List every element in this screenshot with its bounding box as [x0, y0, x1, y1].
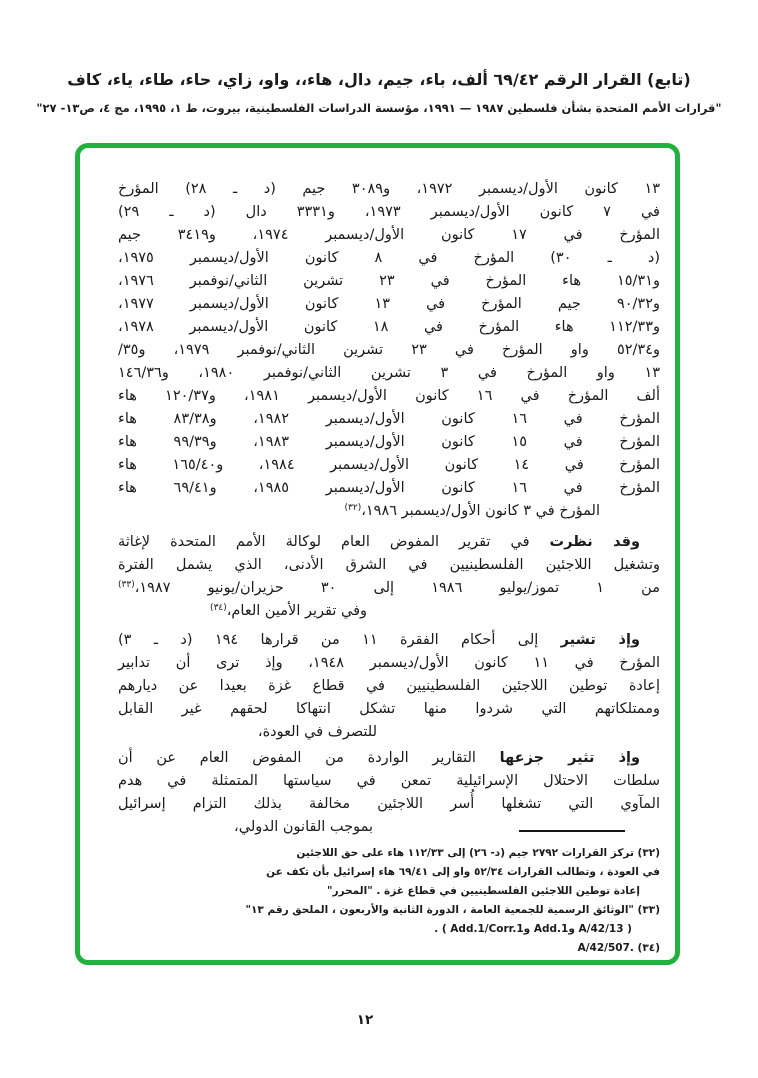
resolution-list-last-text: المؤرخ في ٣ كانون الأول/ديسمبر ١٩٨٦،: [361, 503, 600, 519]
resolution-list-line: ١٣ واو المؤرخ في ٣ تشرين الثاني/نوفمبر ١٩٨٠، و١٤٦/٣٦: [118, 365, 661, 381]
footnote-34-line: (٣٤) ‎A/42/507.‎: [577, 942, 660, 954]
footnote-32-line: (٣٢) تركز القرارات ٢٧٩٢ جيم (د- ٢٦) إلى ١١٢/٣٣ هاء على حق اللاجئين: [296, 847, 660, 859]
resolution-list-line: المؤرخ في ١٦ كانون الأول/ديسمبر ١٩٨٥، و٦٩/٤١ هاء: [118, 480, 661, 496]
resolution-list-line: و٥٢/٣٤ واو المؤرخ في ٢٣ تشرين الثاني/نوفمبر ١٩٧٩، و٣٥/: [118, 342, 661, 358]
paragraph-considered-report-line: وتشغيل اللاجئين الفلسطينيين في الشرق الأدنى، الذي يشمل الفترة: [118, 557, 660, 573]
resolution-list-last-line: [118, 500, 600, 523]
footnote-32-line: في العودة ، وتطالب القرارات ٥٢/٣٤ واو إلى ٦٩/٤١ هاء إسرائيل بأن تكف عن: [266, 866, 660, 878]
header-continuation-title: (تابع) القرار الرقم ٦٩/٤٢ ألف، باء، جيم، دال، هاء،، واو، زاي، حاء، طاء، ياء، كاف: [67, 70, 691, 89]
paragraph-alarmed-line: المآوي التي تشغلها أُسر اللاجئين مخالفة بذلك التزام إسرائيل: [118, 796, 660, 812]
footnote-ref-33: (٣٣): [118, 580, 135, 590]
paragraph-line-text: وفي تقرير الأمين العام،: [226, 603, 367, 619]
paragraph-recalling-line: [118, 629, 660, 652]
paragraph-recalling-line: إعادة توطين اللاجئين الفلسطينيين في قطاع غزة بعيدا عن ديارهم: [118, 678, 660, 694]
paragraph-recalling-line: المؤرخ في ١١ كانون الأول/ديسمبر ١٩٤٨، وإذ ترى أن تدابير: [118, 655, 661, 671]
footnote-33-line: (٣٣) "الوثائق الرسمية للجمعية العامة ، الدورة الثانية والأربعون ، الملحق رقم ١٣": [245, 904, 660, 916]
paragraph-recalling-line: وممتلكاتهم التي شردوا منها تشكل انتهاكا لحقهم غير القابل: [118, 701, 660, 717]
paragraph-line-text: من ١ تموز/يوليو ١٩٨٦ إلى ٣٠ حزيران/يونيو ١٩٨٧،: [134, 580, 660, 596]
resolution-list-line: المؤرخ في ١٤ كانون الأول/ديسمبر ١٩٨٤، و١٦٥/٤٠ هاء: [118, 457, 660, 473]
resolution-list-line: و١٥/٣١ هاء المؤرخ في ٢٣ تشرين الثاني/نوفمبر ١٩٧٦،: [118, 273, 660, 289]
resolution-list-line: و٩٠/٣٢ جيم المؤرخ في ١٣ كانون الأول/ديسمبر ١٩٧٧،: [118, 296, 661, 312]
paragraph-lead-bold: وقد نظرت: [549, 534, 641, 550]
paragraph-lead-bold: وإذ تثير جزعها: [499, 750, 641, 766]
paragraph-considered-report-line: [118, 531, 660, 554]
paragraph-lead-bold: وإذ تشير: [560, 632, 640, 648]
resolution-list-line: في ٧ كانون الأول/ديسمبر ١٩٧٣، و٣٣٣١ دال (د ـ ٢٩): [118, 204, 660, 220]
paragraph-considered-report-end-line: [118, 600, 367, 623]
resolution-list-line: ألف المؤرخ في ١٦ كانون الأول/ديسمبر ١٩٨١، و١٢٠/٣٧ هاء: [118, 388, 661, 404]
paragraph-alarmed-line: سلطات الاحتلال الإسرائيلية تمعن في سياستها المتمثلة في هدم: [118, 773, 660, 789]
resolution-list-line: (د ـ ٣٠) المؤرخ في ٨ كانون الأول/ديسمبر ١٩٧٥،: [118, 250, 661, 266]
footnote-32-line: إعادة توطين اللاجئين الفلسطينيين في قطاع غزة . "المحرر": [327, 885, 640, 897]
resolution-body-text: [118, 178, 660, 839]
paragraph-alarmed-line: [118, 747, 660, 770]
paragraph-line-text: التقارير الواردة من المفوض العام عن أن: [118, 750, 500, 766]
resolution-list-line: المؤرخ في ١٥ كانون الأول/ديسمبر ١٩٨٣، و٩٩/٣٩ هاء: [118, 434, 661, 450]
header-source-line: "قرارات الأمم المتحدة بشأن فلسطين ١٩٨٧ — ١٩٩١، مؤسسة الدراسات الفلسطينية، بيروت، ط ١، ١٩٩٥، مج ٤، ص١٣- ٢٧": [36, 101, 722, 115]
paragraph-line-text: في تقرير المفوض العام لوكالة الأمم المتحدة لإغاثة: [118, 534, 550, 550]
resolution-list-line: ١٣ كانون الأول/ديسمبر ١٩٧٢، و٣٠٨٩ جيم (د ـ ٢٨) المؤرخ: [118, 181, 661, 197]
footnote-33-line: ( ‎A/42/13‎ وAdd.1 وAdd.1/Corr.1‎ ) .: [434, 923, 632, 935]
footnote-ref-32: (٣٢): [344, 503, 362, 513]
paragraph-recalling-end-line: للتصرف في العودة،: [257, 724, 377, 740]
resolution-list-line: المؤرخ في ١٦ كانون الأول/ديسمبر ١٩٨٢، و٨٣/٣٨ هاء: [118, 411, 661, 427]
resolution-list-line: و١١٢/٣٣ هاء المؤرخ في ١٨ كانون الأول/ديسمبر ١٩٧٨،: [118, 319, 660, 335]
footnotes-block: [230, 844, 660, 958]
paragraph-alarmed-end-line: بموجب القانون الدولي،: [234, 819, 373, 835]
footnote-separator-rule: [519, 830, 625, 832]
resolution-list-line: المؤرخ في ١٧ كانون الأول/ديسمبر ١٩٧٤، و٣٤١٩ جيم: [118, 227, 660, 243]
page-number: ١٢: [356, 1012, 374, 1028]
footnote-ref-34: (٣٤): [210, 603, 227, 613]
paragraph-line-text: إلى أحكام الفقرة ١١ من قرارها ١٩٤ (د ـ ٣): [118, 632, 561, 648]
paragraph-considered-report-line: [118, 577, 660, 600]
